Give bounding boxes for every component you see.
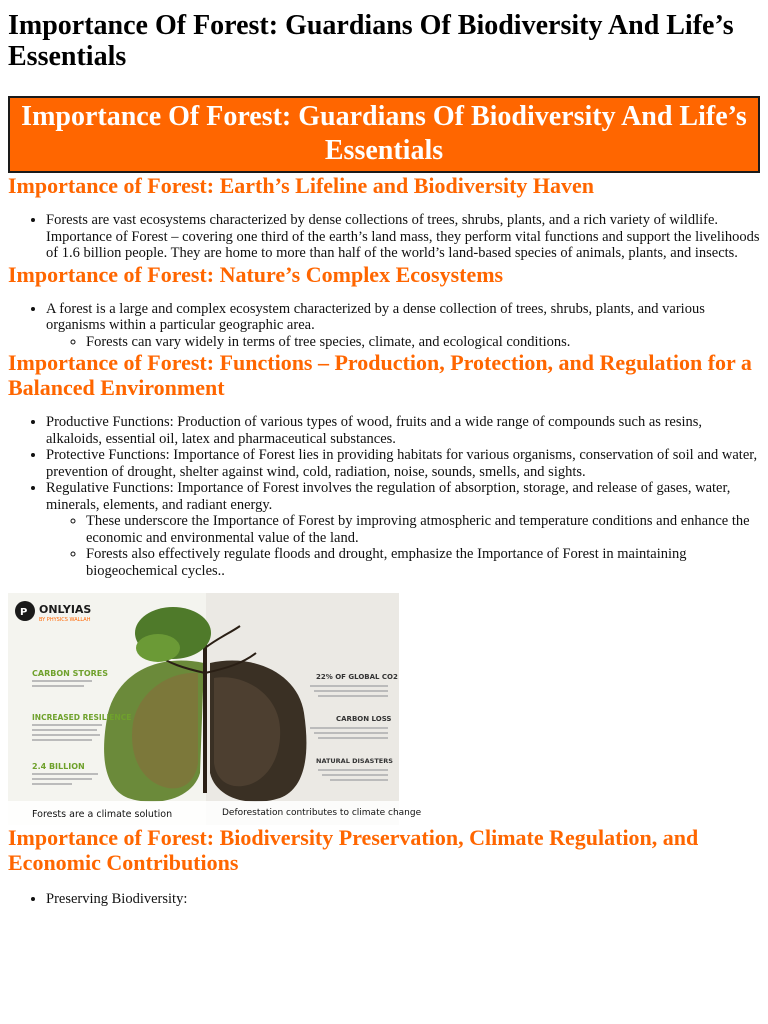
logo-mark-letter: P (20, 607, 28, 618)
text-line (318, 769, 388, 771)
text-line (32, 680, 92, 682)
sub-bullet-list (46, 334, 760, 351)
left-label-billion: 2.4 BILLION (32, 762, 85, 771)
infographic-svg (8, 593, 422, 825)
logo-subtext: BY PHYSICS WALLAH (39, 617, 91, 623)
tree-canopy-highlight (136, 634, 180, 662)
caption-left: Forests are a climate solution (32, 809, 173, 820)
left-label-carbon-stores: CARBON STORES (32, 669, 109, 678)
section-heading-lifeline: Importance of Forest: Earth’s Lifeline and Biodiversity Haven (8, 173, 595, 198)
onlyias-logo (15, 601, 91, 623)
logo-text: ONLYIAS (39, 603, 92, 616)
list-item-text: A forest is a large and complex ecosystem characterized by a dense collection of trees, shrubs, plants, and various organisms within a particular geographic area. (46, 300, 705, 333)
bullet-list (8, 891, 760, 908)
text-line (32, 778, 92, 780)
sub-list-item: ◦ Forests can vary widely in terms of tree species, climate, and ecological conditions. (86, 334, 760, 351)
bullet-list (8, 414, 760, 579)
list-item-text: Regulative Functions: Importance of Forest involves the regulation of absorption, storage, and release of gases, water, minerals, elements, and radiant energy. (46, 480, 731, 513)
section-heading-functions: Importance of Forest: Functions – Production, Protection, and Regulation for a Balanced Environment (8, 350, 752, 400)
page-title: Importance Of Forest: Guardians Of Biodiversity And Life’s Essentials (8, 10, 734, 72)
text-line (318, 737, 388, 739)
text-line (318, 695, 388, 697)
left-label-resilience: INCREASED RESILIENCE (32, 713, 132, 722)
bullet-list (8, 212, 760, 262)
list-item (46, 301, 760, 351)
text-line (310, 727, 388, 729)
text-line (32, 734, 100, 736)
text-line (310, 685, 388, 687)
list-item: • Forests are vast ecosystems characterized by dense collections of trees, shrubs, plants, and a rich variety of wildlife. Importance of Forest – covering one third of the earth’s land mass, they perform vital functions and support the livelihoods of 1.6 billion people. They are home to more than half of the world’s land-based species of animals, plants, and insects. (46, 212, 760, 262)
sub-list-item: ◦ Forests also effectively regulate floods and drought, emphasize the Importance of Forest in maintaining biogeochemical cycles.. (86, 546, 760, 579)
text-line (32, 773, 98, 775)
right-label-carbon-loss: CARBON LOSS (336, 715, 392, 723)
right-label-natural-disasters: NATURAL DISASTERS (316, 757, 393, 765)
list-item (46, 480, 760, 579)
list-item: • Protective Functions: Importance of Forest lies in providing habitats for various organisms, conservation of soil and water, prevention of drought, shelter against wind, cold, radiation, noise, sounds, smells, and sights. (46, 447, 760, 480)
title-banner: Importance Of Forest: Guardians Of Biodiversity And Life’s Essentials (8, 96, 760, 173)
text-line (32, 685, 84, 687)
section-heading-biodiversity: Importance of Forest: Biodiversity Preservation, Climate Regulation, and Economic Contributions (8, 825, 699, 875)
sub-list-item: ◦ These underscore the Importance of Forest by improving atmospheric and temperature conditions and enhance the economic and environmental value of the land. (86, 513, 760, 546)
section-heading-ecosystems: Importance of Forest: Nature’s Complex Ecosystems (8, 261, 504, 287)
text-line (314, 690, 388, 692)
bullet-list (8, 301, 760, 351)
text-line (32, 783, 72, 785)
list-item: • Preserving Biodiversity: (46, 891, 760, 908)
infographic-image (8, 593, 422, 825)
text-line (32, 739, 92, 741)
text-line (32, 724, 102, 726)
list-item: • Productive Functions: Production of various types of wood, fruits and a wide range of compounds such as resins, alkaloids, essential oil, latex and pharmaceutical substances. (46, 414, 760, 447)
text-line (330, 779, 388, 781)
text-line (32, 729, 97, 731)
right-label-global-co2: 22% OF GLOBAL CO2 (316, 673, 398, 681)
text-line (322, 774, 388, 776)
text-line (314, 732, 388, 734)
sub-bullet-list (46, 513, 760, 579)
caption-right: Deforestation contributes to climate change (222, 808, 422, 818)
